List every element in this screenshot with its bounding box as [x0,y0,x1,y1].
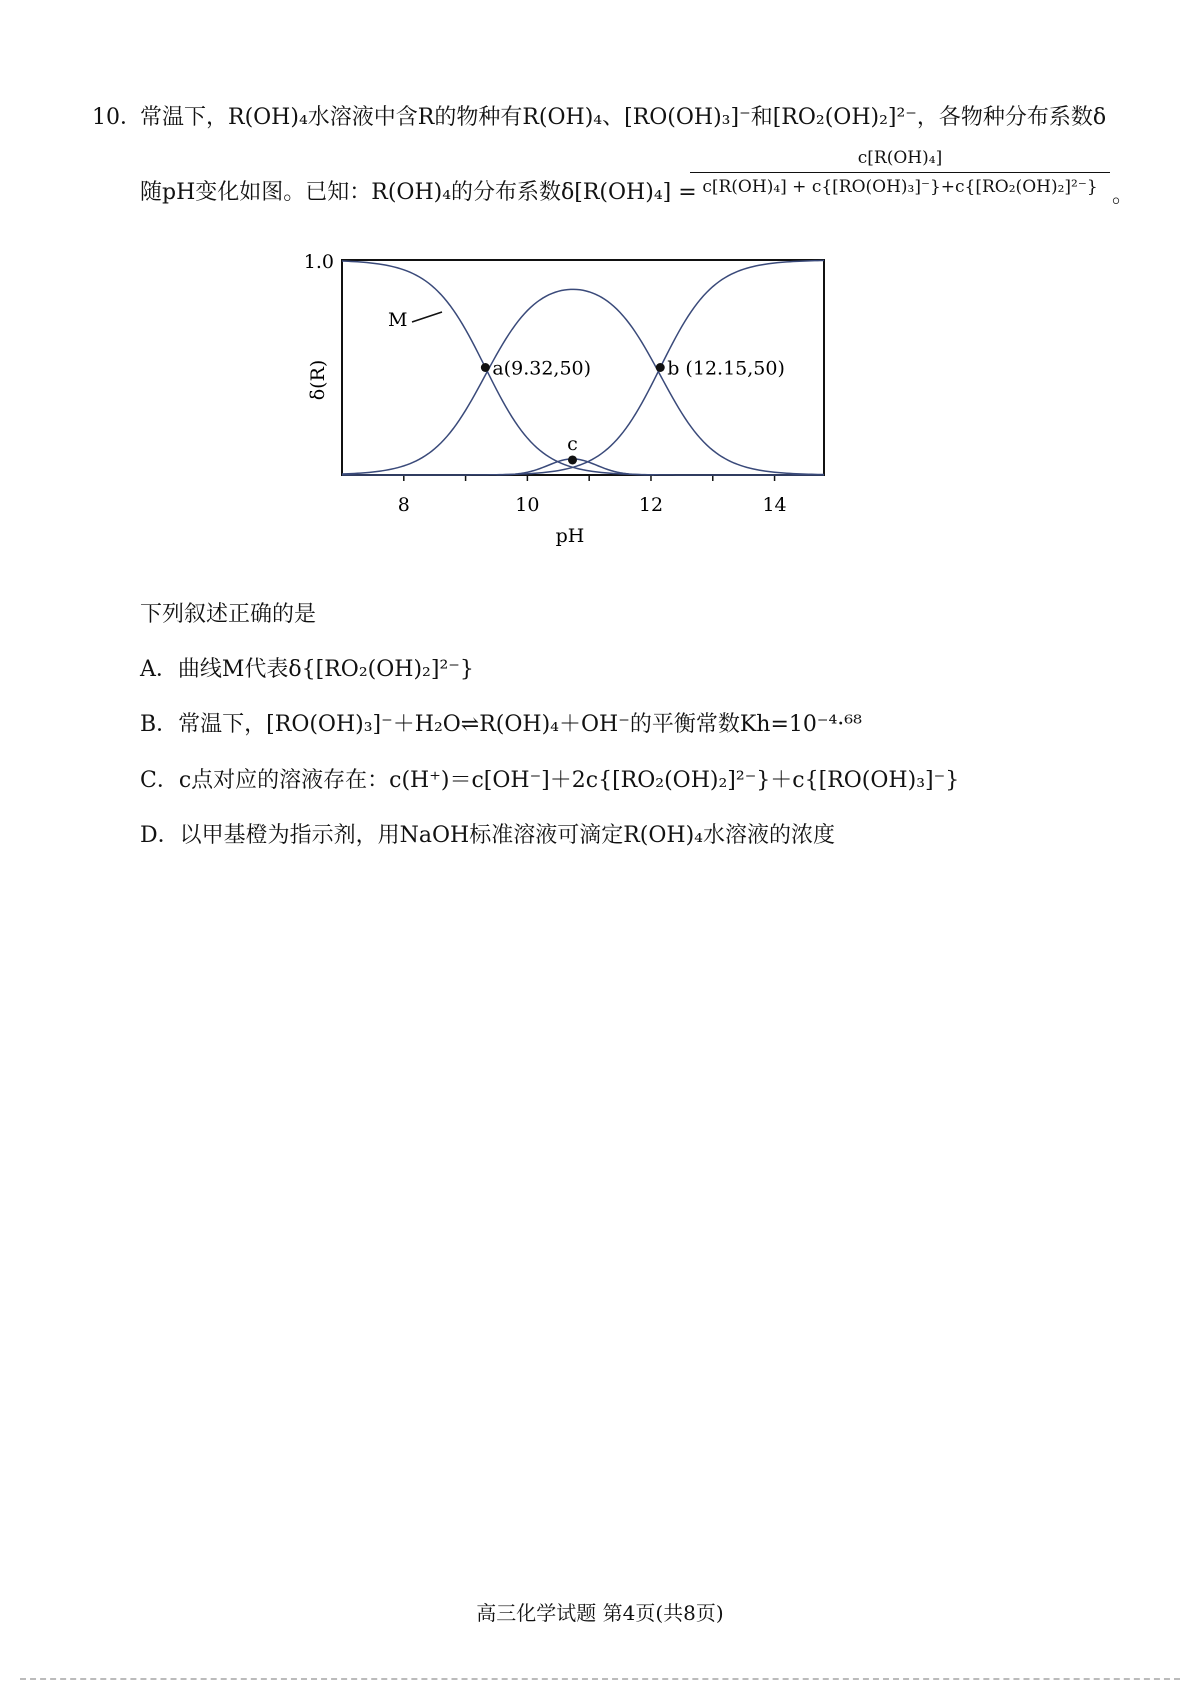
option-d: D．以甲基橙为指示剂，用NaOH标准溶液可滴定R(OH)₄水溶液的浓度 [140,823,835,848]
x-axis-label: pH [555,525,585,547]
point-c [568,455,577,464]
x-tick-label: 14 [762,494,787,516]
bottom-dashed-border [20,1678,1180,1680]
fraction-numerator: c[R(OH)₄] [857,148,943,168]
option-c: C．c点对应的溶液存在：c(H⁺)＝c[OH⁻]＋2c{[RO₂(OH)₂]²⁻}＋c{[RO(OH)₃]⁻} [140,768,960,793]
x-tick-label: 10 [515,494,540,516]
point-b-label: b (12.15,50) [667,357,785,380]
point-a [481,363,490,372]
options-lead: 下列叙述正确的是 [140,602,317,627]
fraction-end-mark: 。 [1112,183,1135,208]
y-axis-label: δ(R) [307,359,329,401]
curve-m-label: M [388,309,408,331]
curve-m-pointer [412,312,442,322]
option-b: B．常温下，[RO(OH)₃]⁻＋H₂O⇌R(OH)₄＋OH⁻的平衡常数Kh=10⁻⁴·⁶⁸ [140,712,862,737]
y-tick-label: 1.0 [303,251,334,273]
distribution-fraction [690,148,1110,197]
distribution-chart [290,240,890,570]
point-b [656,363,665,372]
fraction-denominator: c[R(OH)₄] + c{[RO(OH)₃]⁻}+c{[RO₂(OH)₂]²⁻} [702,177,1098,197]
option-a: A．曲线M代表δ{[RO₂(OH)₂]²⁻} [140,657,474,682]
question-text-line2: 随pH变化如图。已知：R(OH)₄的分布系数δ[R(OH)₄] = [140,180,697,205]
curve-ro-oh3 [342,289,824,474]
question-text-line1: 常温下，R(OH)₄水溶液中含R的物种有R(OH)₄、[RO(OH)₃]⁻和[RO₂(OH)₂]²⁻，各物种分布系数δ [140,105,1107,130]
x-tick-label: 12 [638,494,664,516]
page-footer: 高三化学试题 第4页(共8页) [476,1601,724,1625]
x-tick-label: 8 [397,494,410,516]
point-c-label: c [567,432,578,455]
point-a-label: a(9.32,50) [492,357,592,380]
question-number: 10． [92,105,142,130]
